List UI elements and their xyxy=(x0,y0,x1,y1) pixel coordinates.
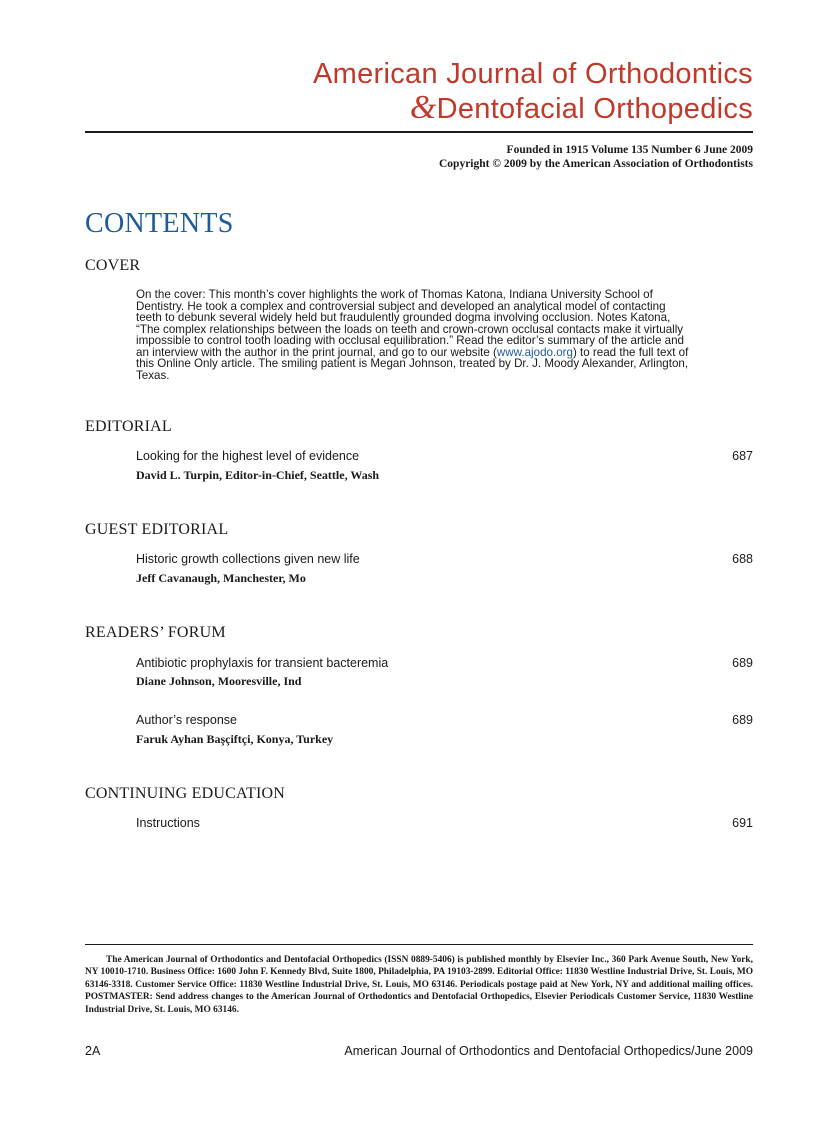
section-heading-cover: COVER xyxy=(85,257,141,274)
header-rule xyxy=(85,131,753,133)
toc-entry-author: Diane Johnson, Mooresville, Ind xyxy=(136,674,302,688)
cover-description xyxy=(136,289,691,381)
toc-entry-page: 687 xyxy=(732,449,753,463)
journal-logo xyxy=(0,58,753,126)
cover-text-part2: ) to read the full text of this Online Only article. The smiling patient is Megan Johnson, treated by Dr. J. Moody Alexander, Arlington, Texas. xyxy=(136,345,689,382)
toc-entry-title[interactable]: Looking for the highest level of evidence xyxy=(136,449,360,463)
toc-entry-page: 688 xyxy=(732,552,753,566)
cover-text-part1: On the cover: This month’s cover highlights the work of Thomas Katona, Indiana University School of Dentistry. He took a complex and controversial subject and developed an analytical model of contacting teeth to debunk several widely held but fraudulently grounded dogma involving occlusion. Notes Katona, “The complex relationships between the loads on teeth and crown-crown occlusal contacts make it virtually impossible to control tooth loading with occlusal equilibration.” Read the editor’s summary of the article and an interview with the author in the print journal, and go to our website ( xyxy=(136,288,684,359)
logo-line-2 xyxy=(0,91,753,126)
masthead-founded: Founded in 1915 Volume 135 Number 6 June 2009 xyxy=(506,144,753,156)
toc-entry-author: David L. Turpin, Editor-in-Chief, Seattle, Wash xyxy=(136,468,380,482)
toc-entry-author: Jeff Cavanaugh, Manchester, Mo xyxy=(136,571,306,585)
toc-entry-title[interactable]: Historic growth collections given new life xyxy=(136,552,360,566)
website-link[interactable]: www.ajodo.org xyxy=(496,345,573,359)
section-heading-continuing-education: CONTINUING EDUCATION xyxy=(85,785,285,802)
logo-line-1: American Journal of Orthodontics xyxy=(313,58,753,90)
section-heading-readers-forum: READERS’ FORUM xyxy=(85,624,226,641)
section-heading-guest-editorial: GUEST EDITORIAL xyxy=(85,521,229,538)
publication-footnote: The American Journal of Orthodontics and Dentofacial Orthopedics (ISSN 0889-5406) is published monthly by Elsevier Inc., 360 Park Avenue South, New York, NY 10010-1710. Business Office: 1600 John F. Kennedy Blvd, Suite 1800, Philadelphia, PA 19103-2899. Editorial Office: 11830 Westline Industrial Drive, St. Louis, MO 63146-3318. Customer Service Office: 11830 Westline Industrial Drive, St. Louis, MO 63146. Periodicals postage paid at New York, NY and additional mailing offices. POSTMASTER: Send address changes to the American Journal of Orthodontics and Dentofacial Orthopedics, Elsevier Periodicals Customer Service, 11830 Westline Industrial Drive, St. Louis, MO 63146. xyxy=(85,955,753,1015)
logo-line-2-text: Dentofacial Orthopedics xyxy=(436,93,753,125)
section-heading-editorial: EDITORIAL xyxy=(85,418,172,435)
running-title: American Journal of Orthodontics and Dentofacial Orthopedics/June 2009 xyxy=(344,1044,753,1058)
toc-entry-title[interactable]: Instructions xyxy=(136,816,200,830)
masthead-copyright: Copyright © 2009 by the American Association of Orthodontists xyxy=(439,158,753,170)
page-title: CONTENTS xyxy=(85,208,234,239)
toc-entry-title[interactable]: Antibiotic prophylaxis for transient bacteremia xyxy=(136,656,389,670)
logo-ampersand: & xyxy=(409,89,437,126)
toc-entry-page: 689 xyxy=(732,713,753,727)
toc-entry-author: Faruk Ayhan Başçiftçi, Konya, Turkey xyxy=(136,732,334,746)
toc-entry-page: 691 xyxy=(732,816,753,830)
footnote-rule xyxy=(85,944,753,945)
toc-entry-title[interactable]: Author’s response xyxy=(136,713,237,727)
page-number: 2A xyxy=(85,1044,101,1058)
toc-entry-page: 689 xyxy=(732,656,753,670)
